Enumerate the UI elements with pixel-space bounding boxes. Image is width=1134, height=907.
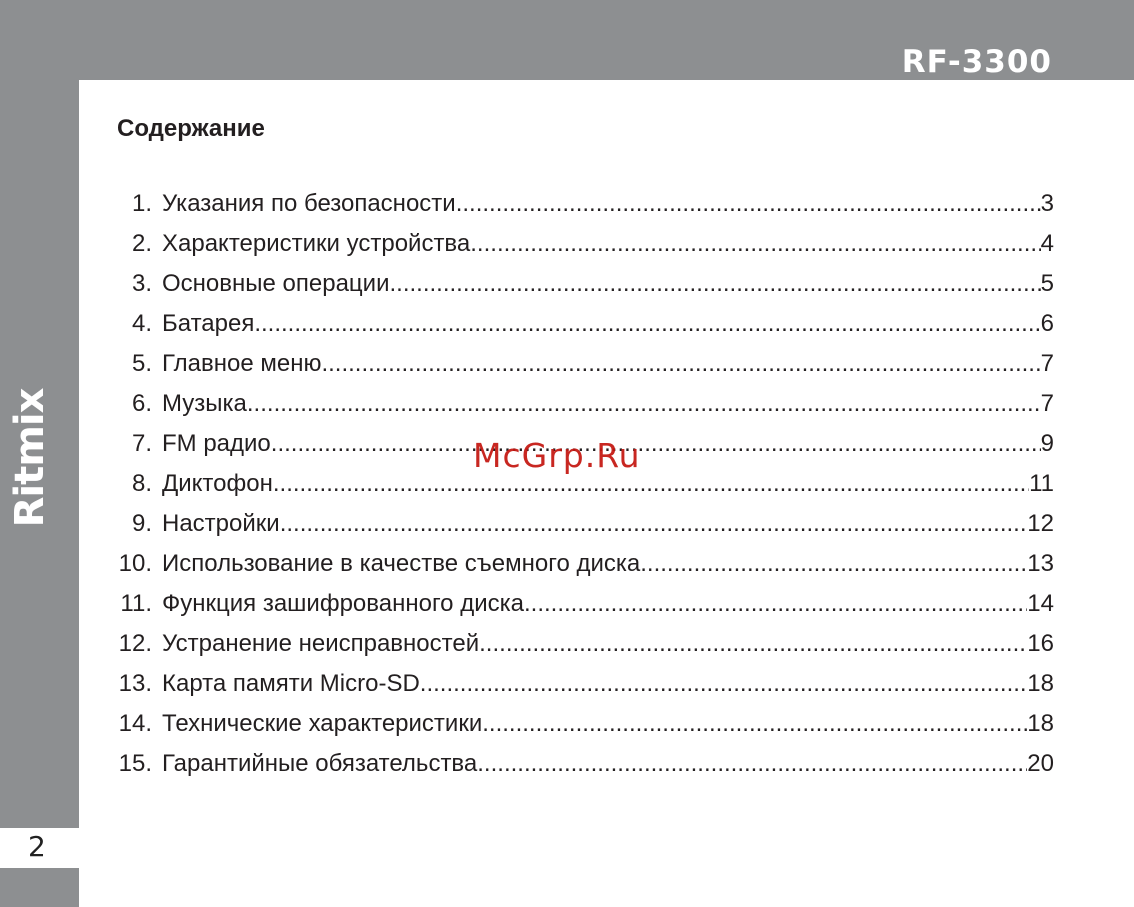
toc-item-page: 9 bbox=[1040, 430, 1054, 457]
toc-item[interactable] bbox=[110, 504, 1054, 544]
toc-item-title: Характеристики устройства bbox=[162, 230, 471, 257]
toc-item-title: Музыка bbox=[162, 390, 247, 417]
toc-leader-dots bbox=[477, 744, 1027, 784]
toc-item-number: 1. bbox=[131, 190, 152, 217]
toc-item[interactable] bbox=[110, 184, 1054, 224]
toc-item-number: 9. bbox=[131, 510, 152, 537]
toc-item-title: Батарея bbox=[162, 310, 255, 337]
toc-leader-dots bbox=[247, 384, 1041, 424]
toc-leader-dots bbox=[254, 304, 1040, 344]
toc-leader-dots bbox=[280, 504, 1028, 544]
toc-item-title: Главное меню bbox=[162, 350, 322, 377]
toc-item-number: 6. bbox=[131, 390, 152, 417]
toc-item-page: 16 bbox=[1027, 630, 1054, 657]
toc-item[interactable] bbox=[110, 344, 1054, 384]
toc-item-title: Устранение неисправностей bbox=[162, 630, 480, 657]
toc-item-page: 18 bbox=[1027, 670, 1054, 697]
toc-leader-dots bbox=[470, 224, 1040, 264]
toc-item-page: 13 bbox=[1027, 550, 1054, 577]
toc-item-title: Диктофон bbox=[162, 470, 273, 497]
toc-item-page: 4 bbox=[1040, 230, 1054, 257]
toc-item-title: Карта памяти Micro-SD bbox=[162, 670, 420, 697]
toc-item-page: 7 bbox=[1040, 390, 1054, 417]
toc-list bbox=[110, 184, 1054, 784]
toc-leader-dots bbox=[482, 704, 1027, 744]
toc-title: Содержание bbox=[117, 115, 265, 142]
toc-item-title: Использование в качестве съемного диска bbox=[162, 550, 641, 577]
toc-item-title: Гарантийные обязательства bbox=[162, 750, 478, 777]
toc-item[interactable] bbox=[110, 264, 1054, 304]
toc-leader-dots bbox=[389, 264, 1040, 304]
toc-item-title: Функция зашифрованного диска bbox=[162, 590, 524, 617]
toc-leader-dots bbox=[273, 464, 1029, 504]
toc-item-page: 18 bbox=[1027, 710, 1054, 737]
toc-leader-dots bbox=[524, 584, 1027, 624]
toc-item-number: 7. bbox=[131, 430, 152, 457]
toc-item[interactable] bbox=[110, 664, 1054, 704]
toc-item-number: 10. bbox=[118, 550, 152, 577]
brand-logo: Ritmix bbox=[7, 388, 53, 528]
toc-item-title: Настройки bbox=[162, 510, 280, 537]
toc-item-number: 15. bbox=[118, 750, 152, 777]
toc-item[interactable] bbox=[110, 744, 1054, 784]
toc-item-number: 2. bbox=[131, 230, 152, 257]
toc-item[interactable] bbox=[110, 544, 1054, 584]
toc-leader-dots bbox=[271, 424, 1041, 464]
toc-item-page: 5 bbox=[1040, 270, 1054, 297]
toc-item[interactable] bbox=[110, 224, 1054, 264]
toc-item-page: 12 bbox=[1027, 510, 1054, 537]
toc-item-number: 14. bbox=[118, 710, 152, 737]
toc-item-page: 14 bbox=[1027, 590, 1054, 617]
toc-leader-dots bbox=[640, 544, 1027, 584]
toc-leader-dots bbox=[321, 344, 1040, 384]
toc-item-number: 12. bbox=[118, 630, 152, 657]
toc-item-page: 3 bbox=[1040, 190, 1054, 217]
toc-item[interactable] bbox=[110, 704, 1054, 744]
model-name: RF-3300 bbox=[901, 44, 1052, 80]
toc-leader-dots bbox=[479, 624, 1027, 664]
toc-item-number: 13. bbox=[118, 670, 152, 697]
toc-item-number: 11. bbox=[120, 590, 152, 617]
toc-item-title: Указания по безопасности bbox=[162, 190, 456, 217]
toc-item-title: FM радио bbox=[162, 430, 271, 457]
toc-leader-dots bbox=[456, 184, 1041, 224]
toc-item[interactable] bbox=[110, 384, 1054, 424]
page-number: 2 bbox=[28, 830, 46, 863]
toc-item-page: 20 bbox=[1027, 750, 1054, 777]
toc-item[interactable] bbox=[110, 624, 1054, 664]
toc-item[interactable] bbox=[110, 304, 1054, 344]
toc-item-number: 3. bbox=[131, 270, 152, 297]
toc-item-number: 8. bbox=[131, 470, 152, 497]
toc-item-page: 7 bbox=[1040, 350, 1054, 377]
toc-leader-dots bbox=[420, 664, 1028, 704]
toc-item[interactable] bbox=[110, 584, 1054, 624]
toc-item-number: 4. bbox=[131, 310, 152, 337]
toc-item-page: 6 bbox=[1040, 310, 1054, 337]
watermark: McGrp.Ru bbox=[473, 436, 641, 475]
toc-item-page: 11 bbox=[1029, 470, 1054, 497]
toc-item-title: Основные операции bbox=[162, 270, 390, 297]
toc-item-title: Технические характеристики bbox=[162, 710, 483, 737]
toc-item-number: 5. bbox=[131, 350, 152, 377]
